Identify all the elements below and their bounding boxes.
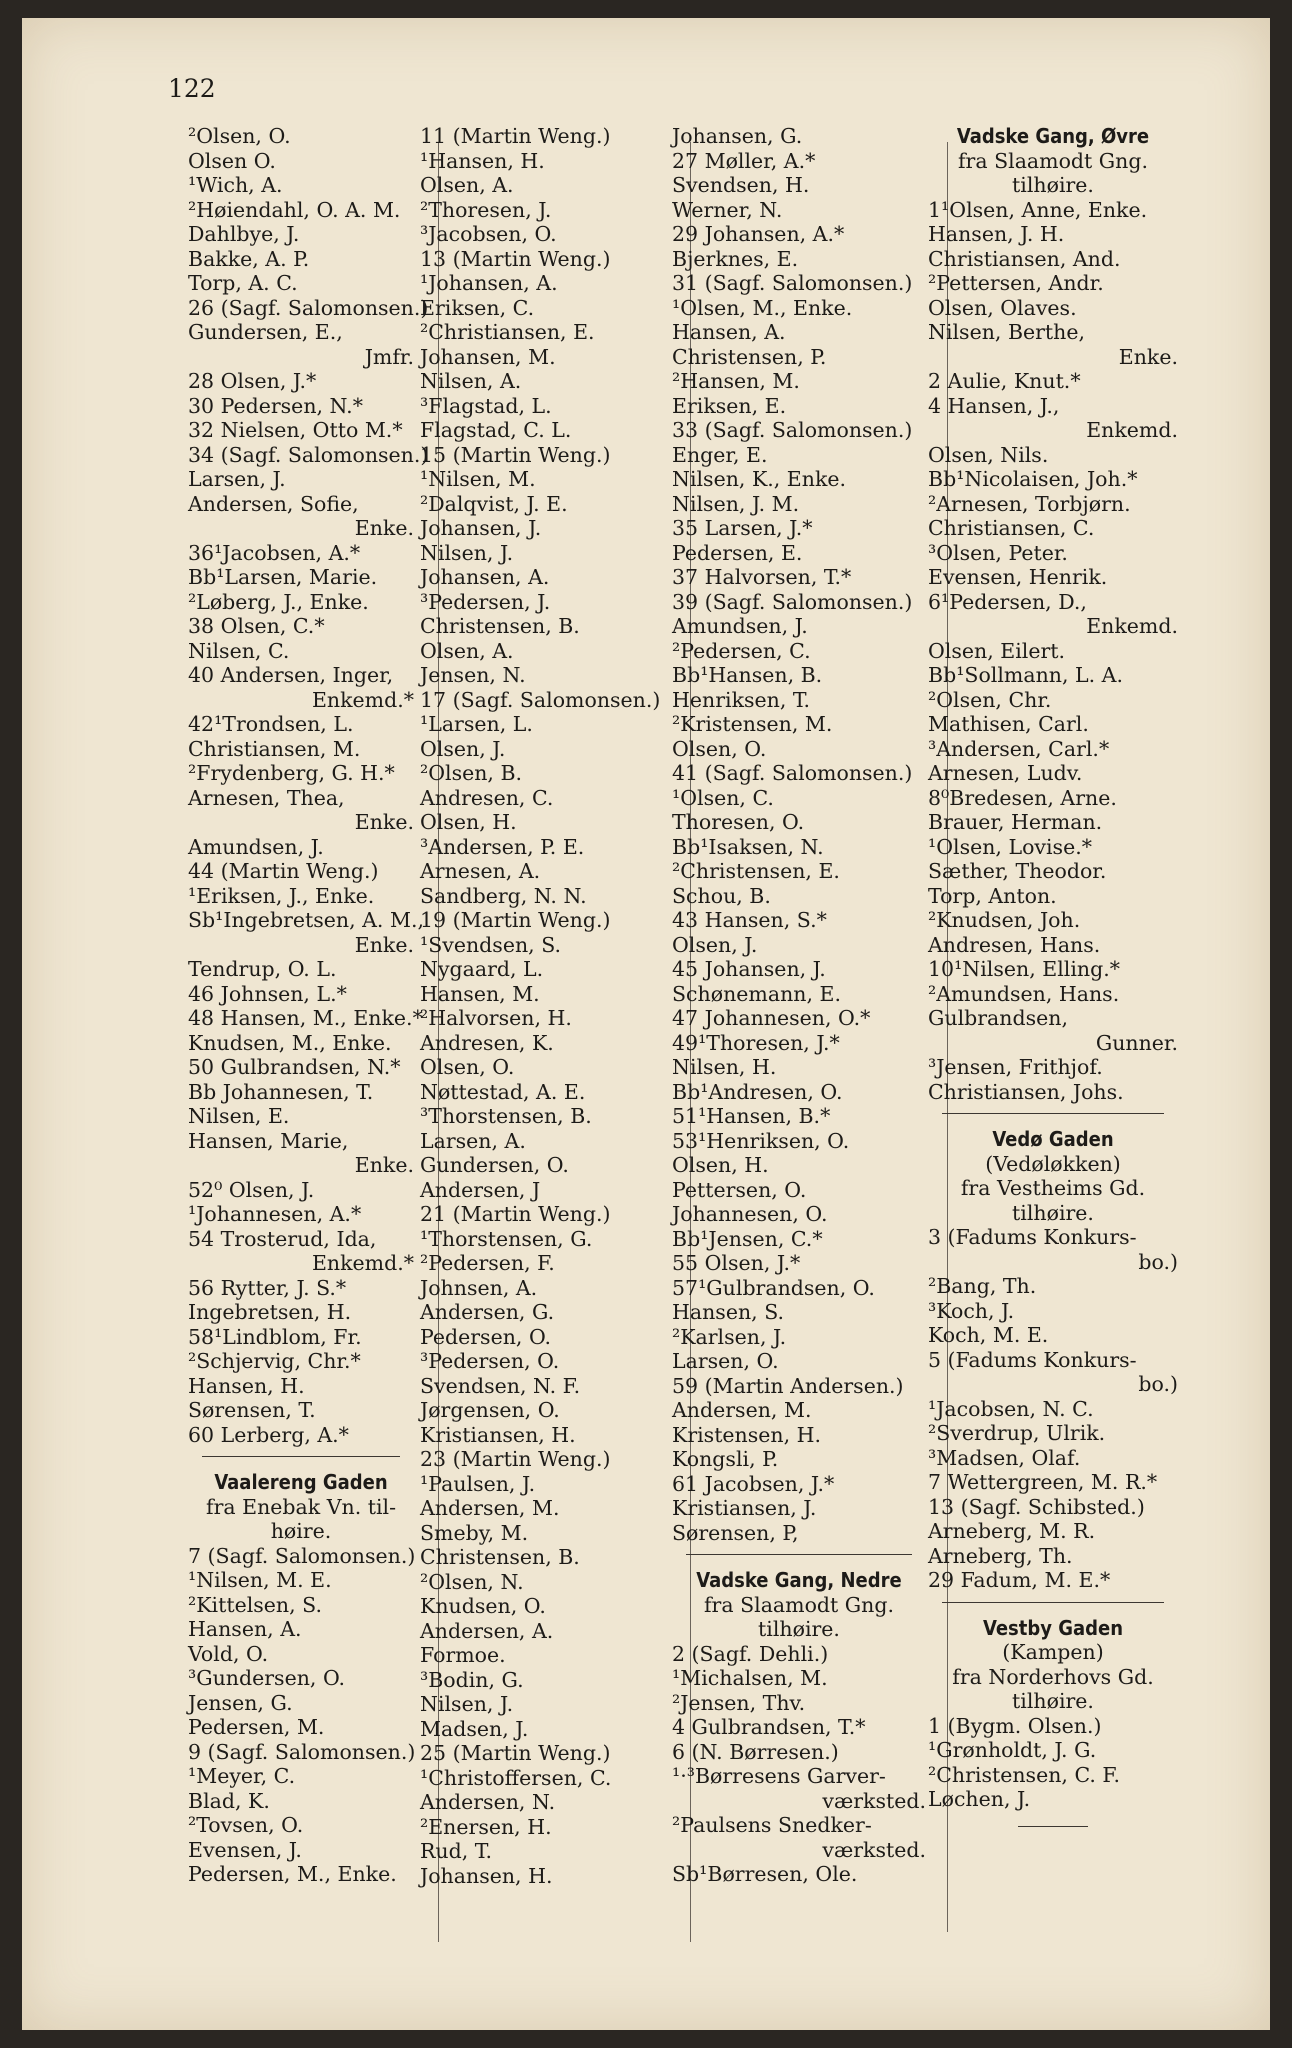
- directory-entry: Andersen, M.: [672, 1398, 812, 1422]
- directory-entry: Olsen, A.: [420, 638, 514, 663]
- directory-entry: Arneberg, Th.: [928, 1543, 1073, 1568]
- section-rule: [202, 1456, 400, 1457]
- directory-entry: ²Pedersen, F.: [420, 1251, 555, 1275]
- directory-entry: Nøttestad, A. E.: [420, 1079, 586, 1104]
- directory-entry: 2 Aulie, Knut.*: [928, 369, 1081, 393]
- directory-entry: 21 (Martin Weng.): [420, 1202, 611, 1226]
- directory-entry: ¹Paulsen, J.: [420, 1471, 536, 1496]
- directory-entry: ³Gundersen, O.: [188, 1666, 346, 1690]
- directory-entry: Bakke, A. P.: [188, 246, 310, 271]
- directory-entry: Enkemd.: [1086, 614, 1178, 638]
- directory-entry: ¹Michalsen, M.: [672, 1666, 828, 1690]
- directory-entry: tilhøire.: [1012, 1200, 1094, 1225]
- directory-entry: Evensen, J.: [188, 1837, 302, 1862]
- directory-entry: Pedersen, O.: [420, 1324, 552, 1349]
- directory-entry: ¹Olsen, Lovise.*: [928, 834, 1092, 859]
- directory-entry: Olsen, J.: [420, 736, 506, 761]
- directory-entry: Nilsen, J.: [420, 540, 514, 565]
- directory-entry: fra Slaamodt Gng.: [703, 1592, 895, 1617]
- directory-entry: 51¹Hansen, B.*: [672, 1104, 831, 1128]
- directory-entry: 31 (Sagf. Salomonsen.): [672, 271, 913, 295]
- directory-entry: Olsen, A.: [420, 173, 514, 197]
- directory-entry: 52⁰ Olsen, J.: [188, 1177, 315, 1202]
- directory-entry: 9 (Sagf. Salomonsen.): [188, 1739, 416, 1764]
- directory-entry: Gunner.: [1095, 1030, 1178, 1055]
- directory-entry: 10¹Nilsen, Elling.*: [928, 957, 1120, 981]
- directory-entry: Enke.: [1118, 344, 1178, 369]
- directory-entry: ³Andersen, Carl.*: [928, 736, 1110, 761]
- directory-entry: Gundersen, O.: [420, 1153, 569, 1177]
- directory-entry: Thoresen, O.: [672, 810, 805, 834]
- directory-entry: Christensen, B.: [420, 1545, 580, 1569]
- directory-entry: 28 Olsen, J.*: [188, 369, 317, 393]
- directory-entry: Enke.: [354, 516, 414, 540]
- directory-entry: Jensen, N.: [420, 663, 526, 687]
- directory-entry: Hansen, Marie,: [188, 1128, 349, 1153]
- directory-entry: ³Thorstensen, B.: [420, 1104, 592, 1128]
- directory-entry: ³Andersen, P. E.: [420, 834, 585, 859]
- directory-entry: ¹Larsen, L.: [420, 712, 533, 736]
- directory-entry: (Kampen): [1002, 1640, 1104, 1664]
- directory-entry: Arnesen, A.: [420, 859, 541, 883]
- directory-entry: 45 Johansen, J.: [672, 957, 826, 981]
- directory-entry: 19 (Martin Weng.): [420, 908, 611, 932]
- directory-entry: Bb Johannesen, T.: [188, 1079, 374, 1104]
- directory-entry: Flagstad, C. L.: [420, 418, 572, 442]
- directory-entry: Nilsen, E.: [188, 1104, 290, 1128]
- directory-entry: Kristiansen, H.: [420, 1422, 576, 1447]
- directory-entry: 32 Nielsen, Otto M.*: [188, 418, 403, 442]
- directory-entry: ¹Nilsen, M. E.: [188, 1568, 332, 1592]
- directory-entry: 29 Johansen, A.*: [672, 222, 845, 246]
- directory-entry: ¹·³Børresens Garver-: [672, 1764, 886, 1788]
- directory-entry: Bb¹Larsen, Marie.: [188, 565, 378, 589]
- directory-entry: ¹Olsen, M., Enke.: [672, 295, 853, 320]
- directory-entry: ²Schjervig, Chr.*: [188, 1349, 361, 1373]
- directory-entry: Sørensen, T.: [188, 1398, 316, 1422]
- directory-entry: Kongsli, P.: [672, 1447, 779, 1471]
- street-heading: Vadske Gang, Øvre: [956, 124, 1150, 148]
- directory-entry: Jmfr.: [364, 344, 414, 369]
- directory-entry: 15 (Martin Weng.): [420, 442, 611, 467]
- directory-entry: Johannesen, O.: [672, 1202, 828, 1226]
- directory-entry: 6¹Pedersen, D.,: [928, 589, 1087, 614]
- directory-entry: ³Pedersen, J.: [420, 589, 551, 614]
- directory-entry: ²Olsen, N.: [420, 1569, 524, 1594]
- directory-entry: ²Pedersen, C.: [672, 638, 811, 663]
- directory-entry: Olsen, H.: [420, 810, 517, 834]
- directory-entry: Andresen, C.: [420, 785, 554, 810]
- directory-entry: ³Madsen, Olaf.: [928, 1445, 1081, 1470]
- directory-entry: Kristiansen, J.: [672, 1496, 817, 1520]
- directory-entry: ²Olsen, O.: [188, 124, 291, 148]
- directory-entry: 4 Gulbrandsen, T.*: [672, 1715, 866, 1739]
- directory-entry: bo.): [1138, 1249, 1178, 1274]
- directory-entry: Hansen, J. H.: [928, 222, 1065, 246]
- directory-entry: Larsen, O.: [672, 1349, 779, 1373]
- directory-entry: 5 (Fadums Konkurs-: [928, 1347, 1137, 1372]
- directory-entry: Enkemd.: [1086, 418, 1178, 442]
- directory-entry: 30 Pedersen, N.*: [188, 393, 363, 418]
- directory-entry: fra Vestheims Gd.: [960, 1176, 1146, 1200]
- directory-entry: 29 Fadum, M. E.*: [928, 1568, 1111, 1592]
- street-heading: Vaalereng Gaden: [214, 1470, 388, 1494]
- directory-entry: 58¹Lindblom, Fr.: [188, 1324, 362, 1349]
- directory-entry: ²Sverdrup, Ulrik.: [928, 1421, 1106, 1445]
- directory-entry: Hansen, A.: [188, 1617, 302, 1641]
- directory-entry: ³Olsen, Peter.: [928, 540, 1068, 565]
- directory-entry: Gundersen, E.,: [188, 320, 343, 344]
- directory-entry: Larsen, J.: [188, 467, 286, 491]
- directory-entry: 13 (Martin Weng.): [420, 246, 611, 271]
- directory-entry: tilhøire.: [758, 1617, 840, 1641]
- directory-entry: værksted.: [822, 1837, 926, 1862]
- directory-entry: 41 (Sagf. Salomonsen.): [672, 761, 913, 785]
- directory-entry: 37 Halvorsen, T.*: [672, 565, 852, 589]
- directory-entry: Olsen, O.: [672, 736, 767, 761]
- directory-entry: ²Kittelsen, S.: [188, 1592, 322, 1617]
- directory-entry: Olsen O.: [188, 148, 276, 173]
- directory-entry: Christensen, B.: [420, 614, 580, 638]
- directory-entry: Olsen, H.: [672, 1153, 769, 1177]
- directory-entry: Sb¹Børresen, Ole.: [672, 1862, 858, 1886]
- directory-entry: Andersen, N.: [420, 1790, 556, 1814]
- directory-entry: 33 (Sagf. Salomonsen.): [672, 418, 913, 442]
- directory-entry: Jørgensen, O.: [420, 1398, 560, 1422]
- street-heading: Vadske Gang, Nedre: [696, 1568, 902, 1592]
- directory-entry: (Vedøløkken): [985, 1151, 1121, 1176]
- directory-entry: 35 Larsen, J.*: [672, 516, 813, 540]
- directory-entry: Nilsen, J.: [420, 1692, 514, 1716]
- directory-entry: Enkemd.*: [311, 687, 414, 712]
- directory-entry: fra Slaamodt Gng.: [957, 148, 1149, 173]
- directory-entry: Ingebretsen, H.: [188, 1300, 352, 1324]
- directory-entry: Rud, T.: [420, 1839, 492, 1863]
- directory-entry: Christiansen, And.: [928, 246, 1121, 271]
- section-rule: [686, 1554, 912, 1555]
- directory-entry: Sæther, Theodor.: [928, 859, 1107, 883]
- directory-entry: ¹Olsen, C.: [672, 785, 774, 810]
- directory-entry: Olsen, J.: [672, 932, 758, 957]
- directory-entry: 53¹Henriksen, O.: [672, 1128, 850, 1153]
- directory-entry: Nilsen, A.: [420, 369, 522, 393]
- directory-entry: Andresen, K.: [420, 1030, 554, 1055]
- directory-entry: ³Jacobsen, O.: [420, 222, 557, 246]
- directory-entry: 1 (Bygm. Olsen.): [928, 1713, 1102, 1738]
- directory-entry: 6 (N. Børresen.): [672, 1739, 839, 1764]
- directory-entry: Schou, B.: [672, 883, 771, 908]
- directory-entry: ²Christensen, C. F.: [928, 1762, 1120, 1787]
- directory-entry: ¹Johannesen, A.*: [188, 1202, 362, 1226]
- directory-entry: Hansen, S.: [672, 1300, 785, 1324]
- directory-entry: Bb¹Sollmann, L. A.: [928, 663, 1123, 687]
- directory-entry: ¹Meyer, C.: [188, 1764, 296, 1788]
- directory-entry: 25 (Martin Weng.): [420, 1741, 611, 1765]
- directory-entry: Pedersen, M., Enke.: [188, 1862, 397, 1886]
- directory-entry: Eriksen, E.: [672, 393, 787, 418]
- directory-entry: Arneberg, M. R.: [928, 1519, 1096, 1543]
- directory-entry: Koch, M. E.: [928, 1323, 1049, 1347]
- directory-entry: Henriksen, T.: [672, 687, 811, 712]
- directory-entry: 23 (Martin Weng.): [420, 1447, 611, 1471]
- directory-entry: Andresen, Hans.: [928, 932, 1101, 957]
- directory-entry: ²Halvorsen, H.: [420, 1006, 572, 1030]
- directory-entry: ¹Thorstensen, G.: [420, 1226, 593, 1251]
- directory-entry: 38 Olsen, C.*: [188, 614, 325, 638]
- directory-entry: Bb¹Isaksen, N.: [672, 834, 824, 859]
- directory-entry: Formoe.: [420, 1643, 506, 1667]
- directory-entry: Jensen, G.: [188, 1690, 293, 1715]
- directory-entry: Hansen, A.: [672, 320, 786, 344]
- directory-entry: ²Kristensen, M.: [672, 712, 833, 736]
- directory-entry: Nilsen, H.: [672, 1055, 777, 1079]
- directory-entry: Enke.: [354, 810, 414, 834]
- directory-entry: Andersen, A.: [420, 1618, 554, 1643]
- directory-entry: 61 Jacobsen, J.*: [672, 1471, 835, 1496]
- directory-entry: ²Thoresen, J.: [420, 197, 552, 222]
- directory-entry: 40 Andersen, Inger,: [188, 663, 394, 687]
- directory-entry: værksted.: [822, 1788, 926, 1813]
- directory-entry: 1¹Olsen, Anne, Enke.: [928, 197, 1148, 222]
- directory-entry: Pedersen, M.: [188, 1715, 325, 1739]
- directory-entry: Nilsen, J. M.: [672, 491, 800, 516]
- directory-entry: ²Pettersen, Andr.: [928, 271, 1104, 295]
- directory-entry: Bb¹Andresen, O.: [672, 1079, 843, 1104]
- directory-entry: 36¹Jacobsen, A.*: [188, 540, 361, 565]
- directory-entry: Nilsen, C.: [188, 638, 290, 663]
- column-3: [672, 124, 926, 1887]
- directory-entry: 13 (Sagf. Schibsted.): [928, 1494, 1145, 1519]
- directory-entry: Mathisen, Carl.: [928, 712, 1089, 736]
- directory-entry: Smeby, M.: [420, 1520, 529, 1545]
- directory-entry: fra Norderhovs Gd.: [952, 1664, 1154, 1689]
- directory-entry: 2 (Sagf. Dehli.): [672, 1641, 829, 1666]
- directory-entry: Johansen, A.: [420, 565, 550, 589]
- directory-entry: Nygaard, L.: [420, 957, 544, 981]
- directory-entry: 48 Hansen, M., Enke.*: [188, 1006, 423, 1030]
- directory-entry: Torp, Anton.: [928, 883, 1057, 908]
- directory-entry: 50 Gulbrandsen, N.*: [188, 1055, 401, 1079]
- directory-entry: Johnsen, A.: [420, 1275, 538, 1300]
- directory-entry: Hansen, H.: [188, 1373, 305, 1398]
- directory-entry: Løchen, J.: [928, 1787, 1031, 1811]
- directory-entry: 26 (Sagf. Salomonsen.): [188, 295, 429, 320]
- directory-entry: ³Flagstad, L.: [420, 393, 552, 418]
- directory-entry: Sb¹Ingebretsen, A. M.,: [188, 908, 424, 932]
- directory-entry: ²Christiansen, E.: [420, 320, 595, 344]
- directory-entry: Olsen, O.: [420, 1055, 515, 1079]
- directory-entry: Tendrup, O. L.: [188, 957, 337, 981]
- directory-entry: 49¹Thoresen, J.*: [672, 1030, 840, 1055]
- directory-entry: Svendsen, N. F.: [420, 1373, 581, 1398]
- column-2: [420, 124, 666, 1888]
- directory-entry: Sørensen, P,: [672, 1520, 799, 1545]
- directory-entry: ¹Hansen, H.: [420, 148, 545, 173]
- directory-entry: ²Frydenberg, G. H.*: [188, 761, 395, 785]
- directory-entry: 7 (Sagf. Salomonsen.): [188, 1543, 416, 1568]
- directory-entry: Enke.: [354, 1153, 414, 1177]
- directory-entry: ¹Jacobsen, N. C.: [928, 1396, 1094, 1421]
- directory-entry: Christiansen, C.: [928, 516, 1095, 540]
- directory-entry: 54 Trosterud, Ida,: [188, 1226, 377, 1251]
- directory-entry: ²Arnesen, Torbjørn.: [928, 491, 1131, 516]
- directory-entry: 11 (Martin Weng.): [420, 124, 611, 148]
- directory-entry: Evensen, Henrik.: [928, 565, 1108, 589]
- directory-entry: Johansen, J.: [420, 516, 542, 540]
- section-rule: [942, 1602, 1164, 1603]
- directory-entry: 4 Hansen, J.,: [928, 393, 1060, 418]
- directory-entry: ¹Johansen, A.: [420, 271, 558, 295]
- directory-entry: ²Olsen, Chr.: [928, 687, 1052, 712]
- directory-entry: Sandberg, N. N.: [420, 883, 587, 908]
- directory-entry: Blad, K.: [188, 1788, 270, 1813]
- directory-entry: Enkemd.*: [311, 1251, 414, 1275]
- directory-entry: Bjerknes, E.: [672, 246, 799, 271]
- directory-entry: Johansen, H.: [420, 1863, 553, 1888]
- directory-entry: 8⁰Bredesen, Arne.: [928, 785, 1117, 810]
- directory-entry: Knudsen, O.: [420, 1594, 546, 1618]
- directory-entry: ³Jensen, Frithjof.: [928, 1055, 1103, 1079]
- directory-entry: Werner, N.: [672, 197, 783, 222]
- directory-entry: Brauer, Herman.: [928, 810, 1103, 834]
- directory-entry: ³Pedersen, O.: [420, 1349, 560, 1373]
- directory-entry: Arnesen, Thea,: [188, 785, 345, 810]
- directory-entry: Kristensen, H.: [672, 1422, 822, 1447]
- directory-entry: Pettersen, O.: [672, 1177, 807, 1202]
- directory-entry: ²Enersen, H.: [420, 1814, 552, 1839]
- directory-entry: Torp, A. C.: [188, 271, 298, 295]
- directory-entry: Vold, O.: [188, 1641, 269, 1666]
- directory-entry: Bb¹Hansen, B.: [672, 663, 823, 687]
- directory-entry: 56 Rytter, J. S.*: [188, 1275, 347, 1300]
- directory-entry: ²Bang, Th.: [928, 1274, 1037, 1298]
- directory-entry: 27 Møller, A.*: [672, 148, 816, 173]
- directory-entry: Christiansen, M.: [188, 736, 361, 761]
- directory-entry: 47 Johannesen, O.*: [672, 1006, 871, 1030]
- directory-entry: 57¹Gulbrandsen, O.: [672, 1275, 875, 1300]
- directory-entry: ²Høiendahl, O. A. M.: [188, 197, 401, 222]
- directory-entry: 59 (Martin Andersen.): [672, 1373, 904, 1398]
- section-rule: [942, 1113, 1164, 1114]
- directory-entry: 60 Lerberg, A.*: [188, 1422, 349, 1447]
- directory-entry: Johansen, M.: [420, 344, 556, 369]
- directory-entry: Olsen, Olaves.: [928, 295, 1077, 320]
- directory-entry: Larsen, A.: [420, 1128, 526, 1153]
- directory-entry: Andersen, J: [420, 1177, 541, 1202]
- directory-entry: ²Dalqvist, J. E.: [420, 491, 568, 516]
- column-1: [188, 124, 429, 1887]
- directory-entry: 42¹Trondsen, L.: [188, 712, 354, 736]
- directory-entry: 39 (Sagf. Salomonsen.): [672, 589, 913, 614]
- directory-entry: tilhøire.: [1012, 173, 1094, 197]
- directory-entry: Nilsen, K., Enke.: [672, 467, 847, 491]
- directory-entry: ¹Wich, A.: [188, 173, 283, 197]
- directory-entry: ³Koch, J.: [928, 1298, 1015, 1323]
- directory-entry: ²Knudsen, Joh.: [928, 908, 1081, 932]
- directory-entry: 3 (Fadums Konkurs-: [928, 1225, 1137, 1249]
- directory-entry: ²Olsen, B.: [420, 761, 523, 785]
- directory-entry: ¹Christoffersen, C.: [420, 1765, 612, 1790]
- directory-entry: Andersen, G.: [420, 1300, 555, 1324]
- directory-entry: Amundsen, J.: [188, 834, 324, 859]
- directory-entry: 44 (Martin Weng.): [188, 859, 379, 883]
- column-4: [928, 124, 1178, 1841]
- directory-entry: høire.: [270, 1519, 332, 1543]
- directory-entry: ²Paulsens Snedker-: [672, 1813, 872, 1837]
- page-number: 122: [168, 74, 216, 103]
- directory-entry: fra Enebak Vn. til-: [205, 1494, 397, 1519]
- directory-entry: ¹Grønholdt, J. G.: [928, 1738, 1097, 1762]
- directory-entry: Eriksen, C.: [420, 295, 535, 320]
- directory-entry: ¹Nilsen, M.: [420, 467, 536, 491]
- street-heading: Vestby Gaden: [982, 1615, 1124, 1640]
- directory-entry: Andersen, Sofie,: [188, 491, 359, 516]
- directory-entry: Amundsen, J.: [672, 614, 808, 638]
- directory-entry: ²Amundsen, Hans.: [928, 981, 1120, 1006]
- directory-entry: ³Bodin, G.: [420, 1667, 524, 1692]
- directory-entry: 55 Olsen, J.*: [672, 1251, 801, 1275]
- directory-entry: Hansen, M.: [420, 981, 540, 1006]
- directory-entry: ²Hansen, M.: [672, 369, 800, 393]
- directory-entry: Bb¹Jensen, C.*: [672, 1226, 823, 1251]
- directory-entry: bo.): [1138, 1372, 1178, 1396]
- directory-entry: Johansen, G.: [672, 124, 803, 148]
- directory-entry: Olsen, Eilert.: [928, 638, 1066, 663]
- end-rule: [1018, 1826, 1088, 1827]
- directory-entry: 46 Johnsen, L.*: [188, 981, 347, 1006]
- directory-entry: 34 (Sagf. Salomonsen.): [188, 442, 429, 467]
- directory-entry: Svendsen, H.: [672, 173, 810, 197]
- directory-entry: Schønemann, E.: [672, 981, 841, 1006]
- directory-entry: Madsen, J.: [420, 1716, 529, 1741]
- directory-entry: Nilsen, Berthe,: [928, 320, 1086, 344]
- directory-entry: ²Christensen, E.: [672, 859, 840, 883]
- directory-entry: tilhøire.: [1012, 1689, 1094, 1713]
- directory-entry: Knudsen, M., Enke.: [188, 1030, 392, 1055]
- directory-entry: ¹Eriksen, J., Enke.: [188, 883, 375, 908]
- directory-entry: Arnesen, Ludv.: [928, 761, 1083, 785]
- directory-entry: Gulbrandsen,: [928, 1006, 1068, 1030]
- directory-entry: 43 Hansen, S.*: [672, 908, 827, 932]
- directory-entry: Christensen, P.: [672, 344, 827, 369]
- directory-entry: Pedersen, E.: [672, 540, 803, 565]
- directory-entry: ²Karlsen, J.: [672, 1324, 787, 1349]
- directory-entry: Andersen, M.: [420, 1496, 560, 1520]
- directory-entry: Enger, E.: [672, 442, 768, 467]
- directory-entry: ²Jensen, Thv.: [672, 1690, 806, 1715]
- directory-entry: ²Tovsen, O.: [188, 1813, 304, 1837]
- directory-entry: 7 Wettergreen, M. R.*: [928, 1470, 1158, 1494]
- directory-entry: Enke.: [354, 932, 414, 957]
- street-heading: Vedø Gaden: [992, 1127, 1114, 1151]
- directory-entry: Christiansen, Johs.: [928, 1079, 1124, 1104]
- directory-entry: ²Løberg, J., Enke.: [188, 589, 369, 614]
- directory-entry: ¹Svendsen, S.: [420, 932, 562, 957]
- directory-entry: Olsen, Nils.: [928, 442, 1049, 467]
- directory-entry: Bb¹Nicolaisen, Joh.*: [928, 467, 1138, 491]
- directory-entry: 17 (Sagf. Salomonsen.): [420, 687, 661, 712]
- directory-entry: Dahlbye, J.: [188, 222, 300, 246]
